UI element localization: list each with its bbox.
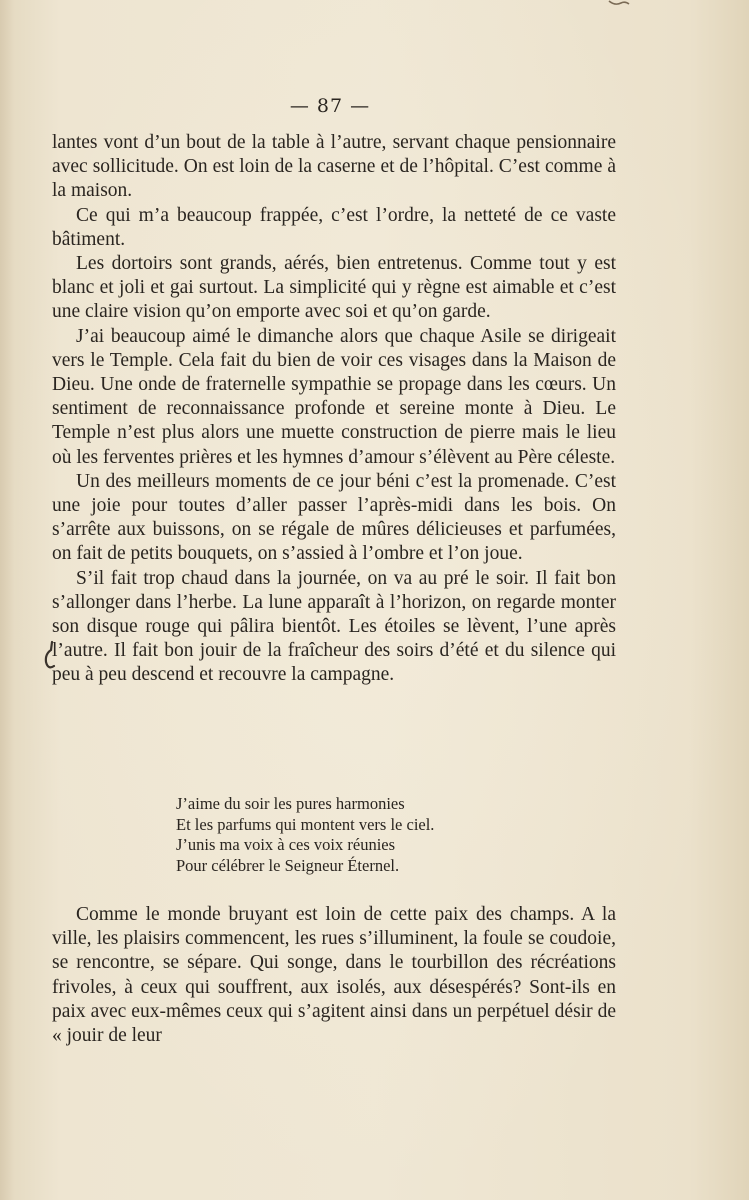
paragraph: J’ai beaucoup aimé le dimanche alors que chaque Asile se dirigeait vers le Temple. Cela fait du bien de voir ces visages dans la Maison de Dieu. Une onde de fraternelle sympathie se propage dans les cœurs. Un sentiment de reconnaissance profonde et sereine monte à Dieu. Le Temple n’est plus alors une muette construction de pierre mais le lieu où les ferventes prières et les hymnes d’amour s’élèvent au Père céleste. (52, 325, 616, 468)
paragraph: Les dortoirs sont grands, aérés, bien entretenus. Comme tout y est blanc et joli et gai surtout. La simplicité qui y règne est aimable et c’est une claire vision qu’on emporte avec soi et qu’on garde. (52, 253, 616, 323)
poem-line: J’unis ma voix à ces voix réunies (176, 835, 396, 854)
main-text-bottom (52, 903, 616, 1048)
paragraph: lantes vont d’un bout de la table à l’autre, servant chaque pensionnaire avec sollicitude. On est loin de la caserne et de l’hôpital. C’est comme à la maison. (52, 132, 616, 202)
poem-line: Pour célébrer le Seigneur Éternel. (176, 855, 400, 875)
poem-line: J’aime du soir les pures harmonies (176, 794, 405, 813)
paragraph: Comme le monde bruyant est loin de cette paix des champs. A la ville, les plaisirs commencent, les rues s’illuminent, la foule se coudoie, se rencontre, se sépare. Qui songe, dans le tourbillon des récréations frivoles, à ceux qui souffrent, aux isolés, aux désespérés? Sont-ils en paix avec eux-mêmes ceux qui s’agitent ainsi dans un perpétuel désir de « jouir de leur (52, 904, 616, 1047)
paragraph: Ce qui m’a beaucoup frappée, c’est l’ordre, la netteté de ce vaste bâtiment. (52, 204, 616, 250)
margin-pencil-mark (42, 640, 56, 680)
poem-stanza (176, 794, 434, 876)
paragraph: Un des meilleurs moments de ce jour béni c’est la promenade. C’est une joie pour toutes d’aller passer l’après-midi dans les bois. On s’arrête aux buissons, on se régale de mûres délicieuses et parfumées, on fait de petits bouquets, on s’assied à l’ombre et l’on joue. (52, 470, 616, 565)
paragraph: S’il fait trop chaud dans la journée, on va au pré le soir. Il fait bon s’allonger dans l’herbe. La lune apparaît à l’horizon, on regarde monter son disque rouge qui pâlira bientôt. Les étoiles se lèvent, l’une après l’autre. Il fait bon jouir de la fraîcheur des soirs d’été et du silence qui peu à peu descend et recouvre la campagne. (52, 567, 616, 686)
page-edge-shadow (0, 0, 14, 1200)
main-text-top (52, 131, 616, 688)
corner-ink-mark (607, 0, 631, 10)
poem-line: Et les parfums qui montent vers le ciel. (176, 814, 435, 834)
page-number: — 87 — (289, 95, 371, 117)
